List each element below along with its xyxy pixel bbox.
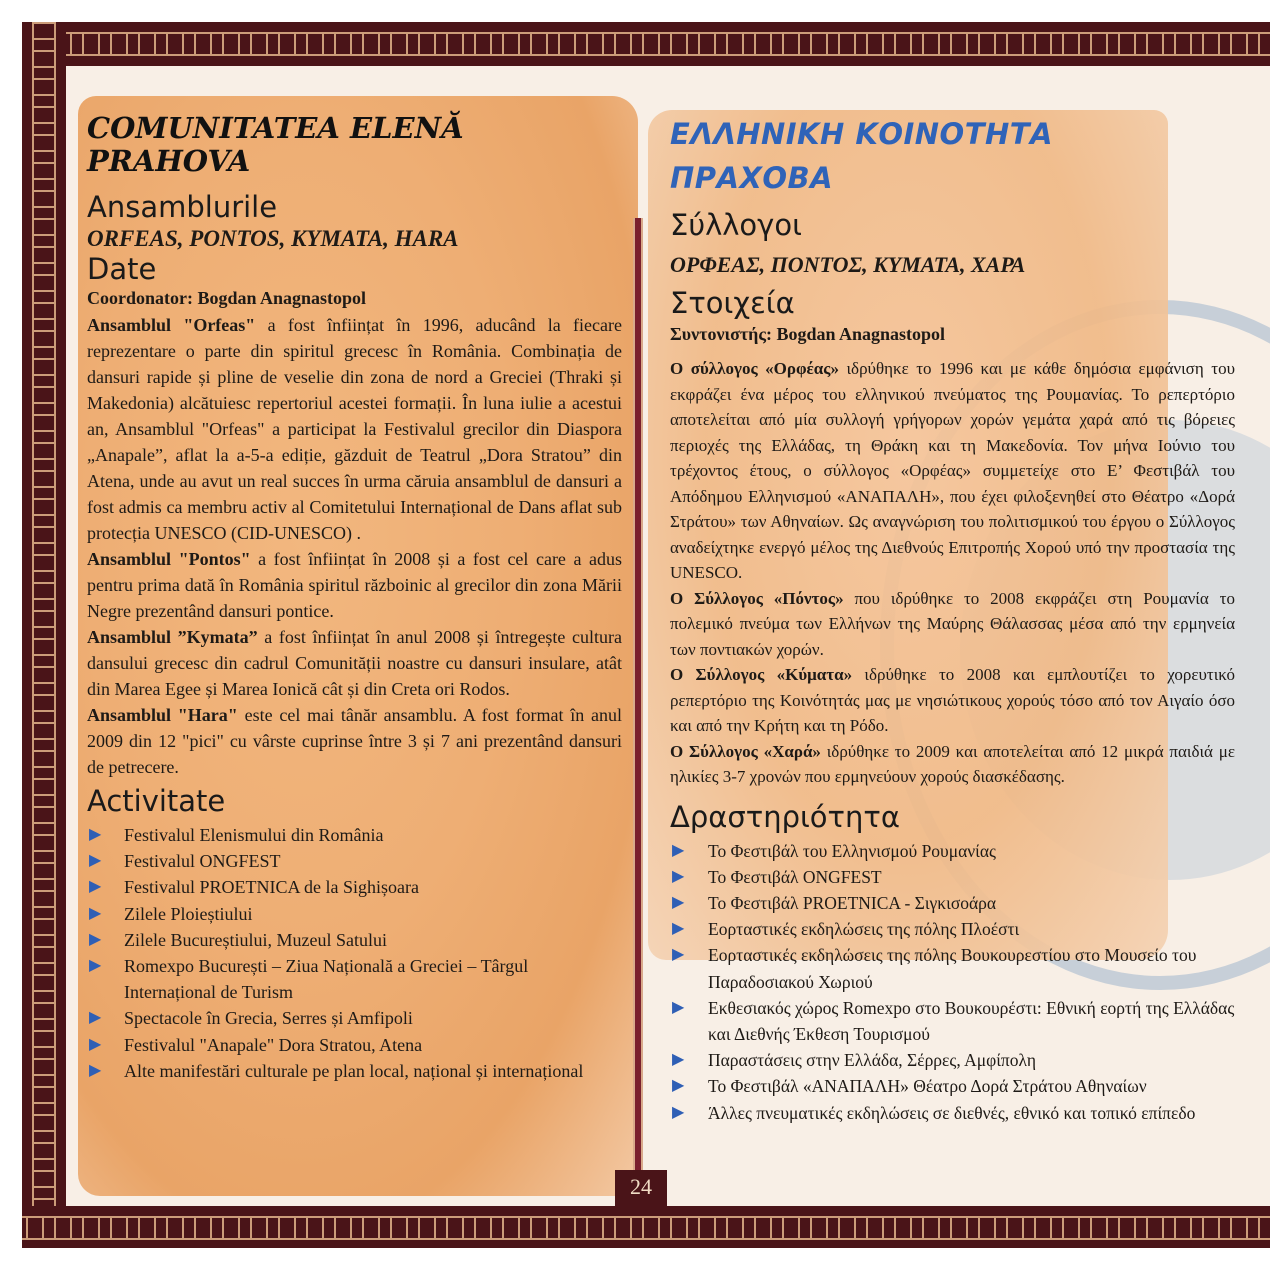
data-heading-gr: Στοιχεία xyxy=(670,286,795,320)
triangle-bullet-icon: ▶ xyxy=(672,841,685,859)
list-item: ▶ Το Φεστιβάλ του Ελληνισμού Ρουμανίας xyxy=(670,838,1235,864)
activity-heading-ro: Activitate xyxy=(87,784,226,818)
triangle-bullet-icon: ▶ xyxy=(89,1035,102,1053)
ensembles-heading-ro: Ansamblurile xyxy=(87,190,278,224)
list-item: ▶ Το Φεστιβάλ «ΑΝΑΠΑΛΗ» Θέατρο Δορά Στράτου Αθηναίων xyxy=(670,1073,1235,1099)
triangle-bullet-icon: ▶ xyxy=(672,946,685,964)
romanian-column xyxy=(87,112,622,1084)
triangle-bullet-icon: ▶ xyxy=(672,893,685,911)
triangle-bullet-icon: ▶ xyxy=(89,826,102,843)
meander-border-bottom xyxy=(22,1206,1270,1248)
triangle-bullet-icon: ▶ xyxy=(672,1051,685,1069)
meander-border-left xyxy=(22,22,66,1248)
list-item: ▶ Festivalul "Anapale" Dora Stratou, Atena xyxy=(87,1032,622,1058)
paragraph-orfeas-ro: Ansamblul "Orfeas" a fost înființat în 1996, aducând la fiecare reprezentare o parte din spiritul grecesc în România. Combinația de dansuri rapide și pline de veselie din zona de nord a Greciei (Thraki și Makedonia) alcătuiesc repertoriul acestei formații. În luna iulie a acestui an, Ansamblul "Orfeas" a participat la Festivalul grecilor din Diaspora „Anapale”, aflat la a-5-a ediție, găzduit de Teatrul „Dora Stratou” din Atena, unde au avut un real succes în urma căruia ansamblul de dansuri a fost admis ca membru activ al Comitetului Internațional de Dans aflat sub protecția UNESCO (CID-UNESCO) . xyxy=(87,315,622,543)
paragraph-pontos-ro: Ansamblul "Pontos" a fost înființat în 2008 și a fost cel care a adus pentru prima dată în România spiritul războinic al grecilor din zona Mării Negre prezentând dansuri pontice. xyxy=(87,549,622,621)
list-item: ▶ Festivalul Elenismului din România xyxy=(87,822,622,848)
list-item: ▶ Παραστάσεις στην Ελλάδα, Σέρρες, Αμφίπολη xyxy=(670,1047,1235,1073)
triangle-bullet-icon: ▶ xyxy=(672,867,685,885)
ensembles-names-gr: ΟΡΦΕΑΣ, ΠΟΝΤΟΣ, ΚΥΜΑΤΑ, ΧΑΡΑ xyxy=(670,252,1026,277)
list-item: ▶ Εκθεσιακός χώρος Romexpo στο Βουκουρέστι: Εθνική εορτή της Ελλάδας και Διεθνής Έκθεση Τουρισμού xyxy=(670,995,1235,1047)
triangle-bullet-icon: ▶ xyxy=(672,920,685,938)
data-heading-ro: Date xyxy=(87,252,157,286)
ensembles-heading-gr: Σύλλογοι xyxy=(670,208,802,242)
list-item: ▶ Το Φεστιβάλ PROETNICA - Σιγκισοάρα xyxy=(670,890,1235,916)
list-item: ▶ Festivalul PROETNICA de la Sighișoara xyxy=(87,874,622,900)
triangle-bullet-icon: ▶ xyxy=(89,1009,102,1027)
list-item: ▶ Spectacole în Grecia, Serres și Amfipoli xyxy=(87,1005,622,1031)
page-title-gr-line1: ΕΛΛΗΝΙΚΗ ΚΟΙΝΟΤΗΤΑ xyxy=(670,117,1053,151)
triangle-bullet-icon: ▶ xyxy=(89,904,102,922)
greek-column xyxy=(670,112,1235,1126)
page-number: 24 xyxy=(615,1170,667,1206)
coordinator-gr: Συντονιστής: Bogdan Anagnastopol xyxy=(670,324,946,344)
list-item: ▶ Romexpo București – Ziua Națională a Greciei – Târgul Internațional de Turism xyxy=(87,953,622,1005)
list-item: ▶ Alte manifestări culturale pe plan local, național și internațional xyxy=(87,1058,622,1084)
activity-heading-gr: Δραστηριότητα xyxy=(670,799,900,834)
triangle-bullet-icon: ▶ xyxy=(672,998,685,1016)
column-divider xyxy=(633,218,643,1170)
triangle-bullet-icon: ▶ xyxy=(672,1077,685,1095)
triangle-bullet-icon: ▶ xyxy=(672,1103,685,1121)
list-item: ▶ Εορταστικές εκδηλώσεις της πόλης Βουκουρεστίου στο Μουσείο του Παραδοσιακού Χωριού xyxy=(670,942,1235,994)
paragraph-hara-ro: Ansamblul "Hara" este cel mai tânăr ansamblu. A fost format în anul 2009 din 12 "pici" cu vârste cuprinse între 3 și 7 ani prezentând dansuri de petrecere. xyxy=(87,705,622,777)
triangle-bullet-icon: ▶ xyxy=(89,852,102,870)
paragraph-kymata-ro: Ansamblul ”Kymata” a fost înființat în anul 2008 și întregește cultura dansului grecesc din cadrul Comunității noastre cu dansuri insulare, atât din Marea Egee și Marea Ionică cât și din Creta ori Rodos. xyxy=(87,627,623,699)
page-title-ro: COMUNITATEA ELENĂ PRAHOVA xyxy=(87,111,464,178)
triangle-bullet-icon: ▶ xyxy=(89,957,102,975)
list-item: ▶ Zilele Bucureștiului, Muzeul Satului xyxy=(87,927,622,953)
meander-border-top xyxy=(22,22,1270,66)
ensembles-names-ro: ORFEAS, PONTOS, KYMATA, HARA xyxy=(87,226,459,251)
list-item: ▶ Εορταστικές εκδηλώσεις της πόλης Πλοέστι xyxy=(670,916,1235,942)
list-item: ▶ Festivalul ONGFEST xyxy=(87,848,622,874)
list-item: ▶ Το Φεστιβάλ ONGFEST xyxy=(670,864,1235,890)
list-item: ▶ Άλλες πνευματικές εκδηλώσεις σε διεθνές, εθνικό και τοπικό επίπεδο xyxy=(670,1100,1235,1126)
coordinator-ro: Coordonator: Bogdan Anagnastopol xyxy=(87,288,367,308)
triangle-bullet-icon: ▶ xyxy=(89,930,102,948)
paragraph-pontos-gr: Ο Σύλλογος «Πόντος» που ιδρύθηκε το 2008 εκφράζει στη Ρουμανία το πολεμικό πνεύμα των Ελλήνων της Μαύρης Θάλασσας μέσα από την ερμηνεία των ποντιακών χορών. xyxy=(670,588,1235,659)
triangle-bullet-icon: ▶ xyxy=(89,878,102,896)
paragraph-orfeas-gr: Ο σύλλογος «Ορφέας» ιδρύθηκε το 1996 και με κάθε δημόσια εμφάνιση του εκφράζει ένα μέρος του ελληνικού πνεύματος της Ρουμανίας. Το ρεπερτόριο αποτελείται από μία συλλογή γρήγορων χορών γεμάτα χαρά από τις βόρειες περιοχές της Ελλάδας, τη Θράκη και τη Μακεδονία. Τον μήνα Ιούνιο του τρέχοντος έτους, ο σύλλογος «Ορφέας» συμμετείχε στο Ε’ Φεστιβάλ του Απόδημου Ελληνισμού «ΑΝΑΠΑΛΗ», που έχει φιλοξενηθεί στο Θέατρο «Δορά Στράτου» των Αθηναίων. Ως αναγνώριση του πολιτισμικού του έργου ο Σύλλογος αναδείχτηκε ενεργό μέλος της Διεθνούς Επιτροπής Χορού υπό την προστασία της UNESCO. xyxy=(670,359,1235,582)
paragraph-kymata-gr: Ο Σύλλογος «Κύματα» ιδρύθηκε το 2008 και εμπλουτίζει το χορευτικό ρεπερτόριο της Κοινότητάς μας με νησιώτικους χορούς τόσο από τον Αιγαίο όσο και από την Κρήτη και τη Ρόδο. xyxy=(670,665,1236,735)
activity-list-ro xyxy=(87,822,622,1084)
paragraph-hara-gr: Ο Σύλλογος «Χαρά» ιδρύθηκε το 2009 και αποτελείται από 12 μικρά παιδιά με ηλικίες 3-7 χρονών που ερμηνεύουν χορούς διασκέδασης. xyxy=(670,741,1236,786)
triangle-bullet-icon: ▶ xyxy=(89,1061,102,1079)
activity-list-gr xyxy=(670,838,1235,1126)
list-item: ▶ Zilele Ploieștiului xyxy=(87,901,622,927)
page-title-gr-line2: ΠΡΑΧΟΒΑ xyxy=(670,161,834,195)
